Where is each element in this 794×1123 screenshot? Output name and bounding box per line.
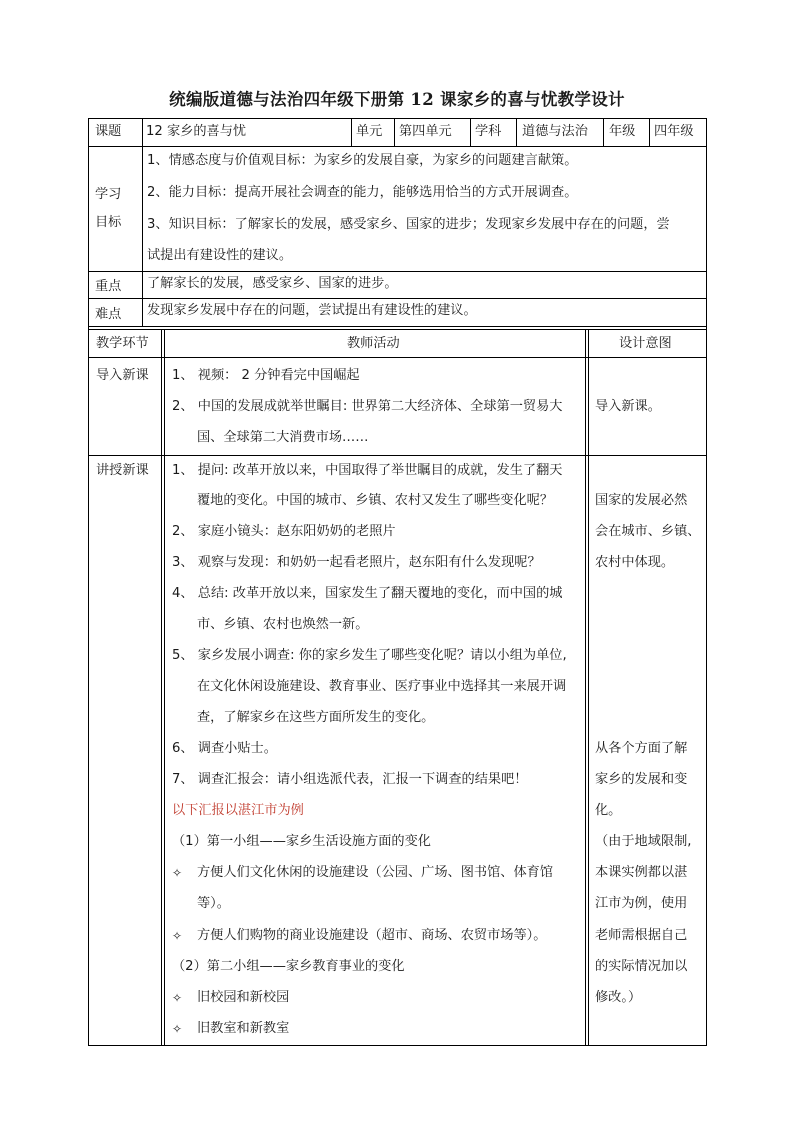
difficulty-label: 难点	[95, 307, 122, 322]
teach-line: 2、 家庭小镜头：赵东阳奶奶的老照片	[172, 524, 396, 539]
teach-intent-line: 化。	[595, 803, 622, 818]
teach-intent-line: 从各个方面了解	[595, 741, 688, 756]
teach-intent-line: 国家的发展必然	[595, 493, 688, 508]
objective-line: 2、能力目标：提高开展社会调查的能力，能够选用恰当的方式开展调查。	[147, 185, 578, 200]
teach-line: 5、 家乡发展小调查: 你的家乡发生了哪些变化呢？请以小组为单位,	[172, 648, 567, 663]
unit-label: 单元	[356, 124, 383, 139]
teach-line: 旧校园和新校园	[197, 990, 290, 1005]
objectives-label-2: 目标	[95, 215, 122, 230]
diamond-bullet-icon: ✧	[172, 866, 183, 880]
intro-line: 国、全球第二大消费市场……	[197, 430, 369, 445]
teach-line: 查，了解家乡在这些方面所发生的变化。	[197, 710, 435, 725]
teach-line: 覆地的变化。中国的城市、乡镇、农村又发生了哪些变化呢？	[197, 493, 554, 508]
teach-line: 方便人们文化休闲的设施建设（公园、广场、图书馆、体育馆	[197, 865, 554, 880]
teach-intent-line: 家乡的发展和变	[595, 772, 688, 787]
intro-intent: 导入新课。	[595, 399, 661, 414]
column-intent: 设计意图	[619, 336, 672, 351]
teach-line: 在文化休闲设施建设、教育事业、医疗事业中选择其一来展开调	[197, 679, 567, 694]
grade-label: 年级	[609, 124, 636, 139]
teach-line: 6、 调查小贴士。	[172, 741, 277, 756]
teach-line: 等）。	[197, 896, 230, 911]
teach-line: 市、乡镇、农村也焕然一新。	[197, 617, 369, 632]
teach-intent-line: 江市为例，使用	[595, 896, 688, 911]
column-stage: 教学环节	[96, 336, 149, 351]
teach-intent-line: 农村中体现。	[595, 555, 675, 570]
teach-line: 7、 调查汇报会：请小组选派代表，汇报一下调查的结果吧！	[172, 772, 528, 787]
teach-line: 1、 提问: 改革开放以来，中国取得了举世瞩目的成就，发生了翻天	[172, 463, 563, 478]
intro-stage: 导入新课	[96, 368, 149, 383]
teach-stage: 讲授新课	[96, 463, 149, 478]
document-title: 统编版道德与法治四年级下册第 12 课家乡的喜与忧教学设计	[169, 90, 625, 109]
diamond-bullet-icon: ✧	[172, 929, 183, 943]
teach-example-note: 以下汇报以湛江市为例	[172, 803, 304, 818]
diamond-bullet-icon: ✧	[172, 991, 183, 1005]
subject-label: 学科	[475, 124, 502, 139]
objective-line: 1、情感态度与价值观目标：为家乡的发展自豪，为家乡的问题建言献策。	[147, 153, 578, 168]
teach-intent-line: 老师需根据自己	[595, 928, 688, 943]
unit-value: 第四单元	[399, 124, 452, 139]
column-teacher: 教师活动	[347, 336, 400, 351]
intro-line: 1、 视频： 2 分钟看完中国崛起	[172, 368, 360, 383]
teach-intent-line: （由于地域限制,	[595, 834, 692, 849]
objectives-label-1: 学习	[95, 187, 122, 202]
difficulty-value: 发现家乡发展中存在的问题，尝试提出有建设性的建议。	[147, 303, 477, 318]
teach-intent-line: 修改。）	[595, 990, 642, 1005]
course-value: 12 家乡的喜与忧	[146, 124, 247, 139]
teach-intent-line: 会在城市、乡镇、	[595, 524, 701, 539]
teach-line: 4、 总结: 改革开放以来，国家发生了翻天覆地的变化，而中国的城	[172, 586, 563, 601]
grade-value: 四年级	[654, 124, 694, 139]
teach-line: （2）第二小组——家乡教育事业的变化	[172, 959, 405, 974]
course-label: 课题	[95, 124, 122, 139]
teach-line: （1）第一小组——家乡生活设施方面的变化	[172, 834, 431, 849]
objective-line: 试提出有建设性的建议。	[147, 248, 293, 263]
teach-line: 3、 观察与发现：和奶奶一起看老照片，赵东阳有什么发现呢？	[172, 555, 541, 570]
teach-intent-line: 本课实例都以湛	[595, 865, 688, 880]
teach-line: 旧教室和新教室	[197, 1021, 290, 1036]
key-point-label: 重点	[95, 279, 122, 294]
key-point-value: 了解家长的发展，感受家乡、国家的进步。	[147, 276, 398, 291]
teach-line: 方便人们购物的商业设施建设（超市、商场、农贸市场等）。	[197, 928, 547, 943]
diamond-bullet-icon: ✧	[172, 1022, 183, 1036]
objective-line: 3、知识目标：了解家长的发展，感受家乡、国家的进步；发现家乡发展中存在的问题，尝	[147, 217, 670, 232]
teach-intent-line: 的实际情况加以	[595, 959, 688, 974]
subject-value: 道德与法治	[522, 124, 588, 139]
intro-line: 2、 中国的发展成就举世瞩目: 世界第二大经济体、全球第一贸易大	[172, 399, 563, 414]
